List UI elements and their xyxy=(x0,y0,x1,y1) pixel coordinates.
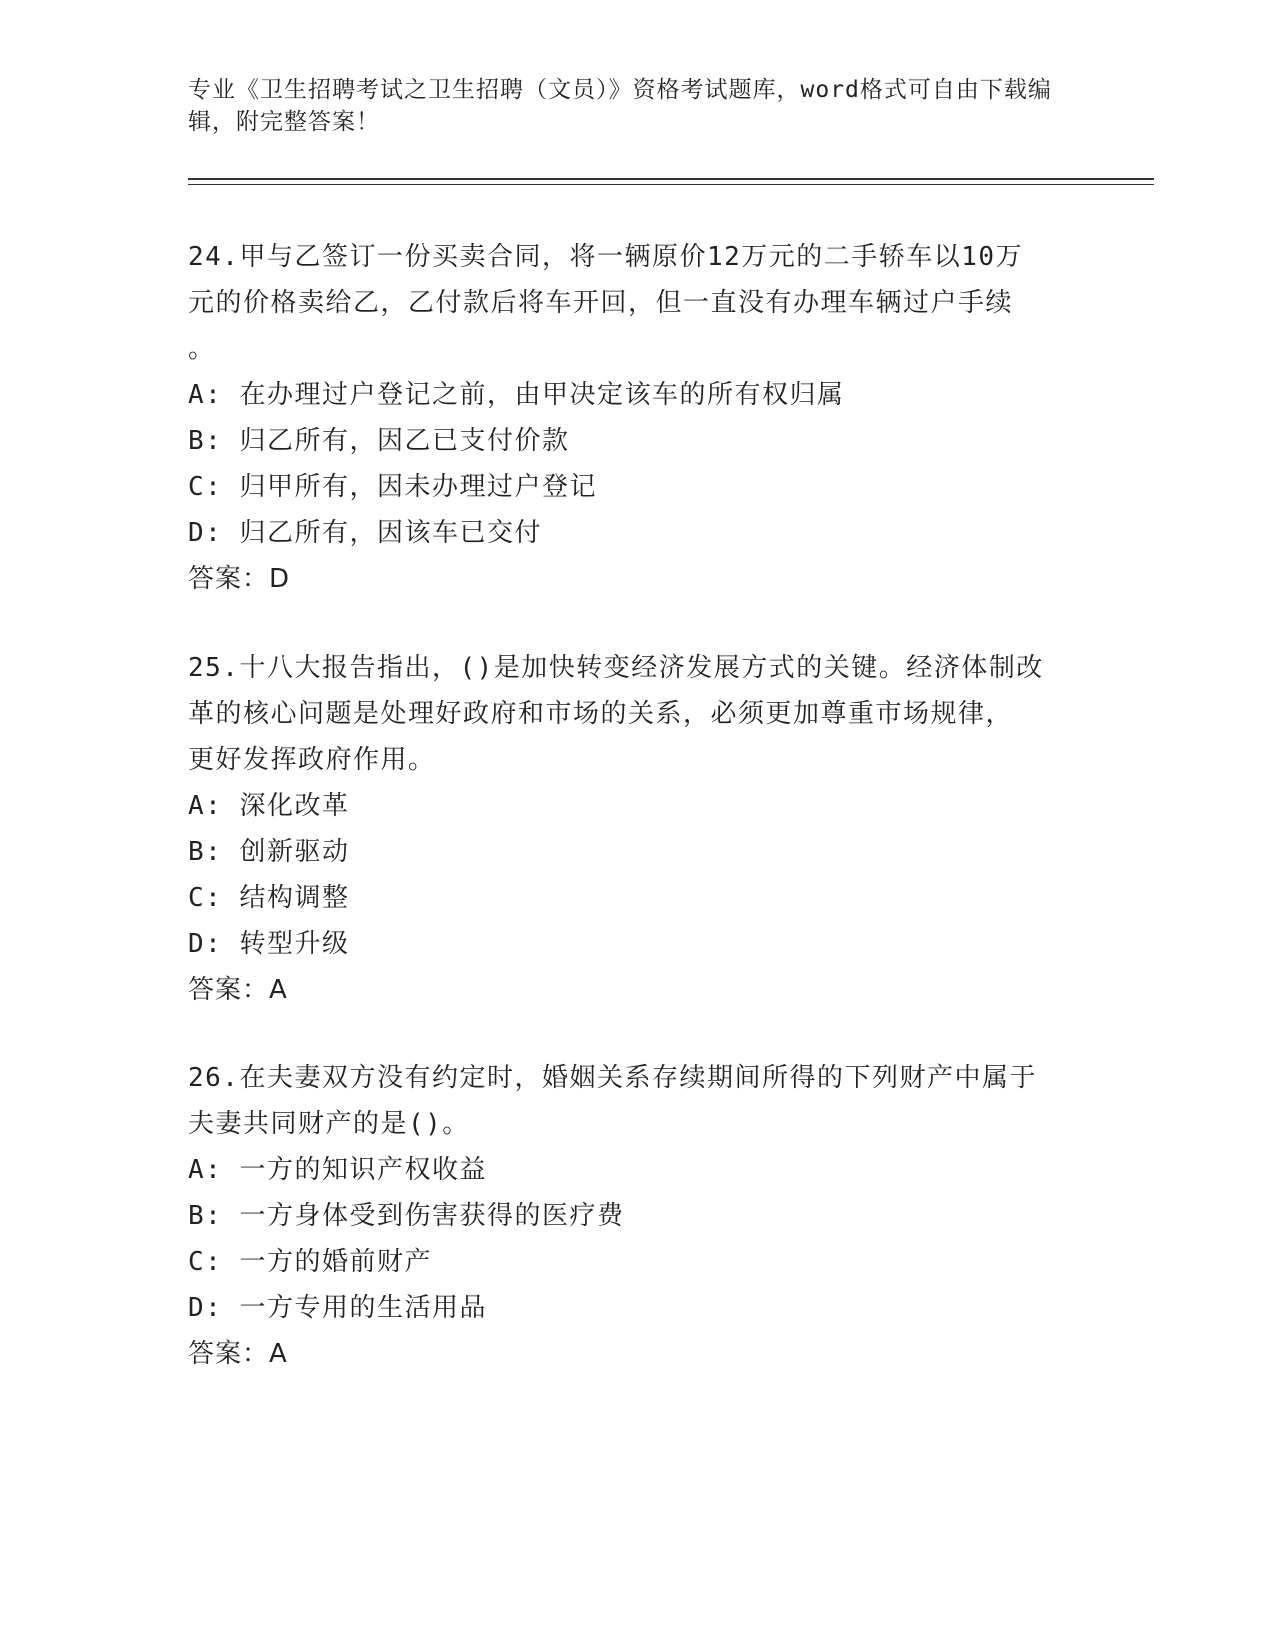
option-c: C: 结构调整 xyxy=(188,883,350,913)
option-d: D: 转型升级 xyxy=(188,929,350,959)
option-c: C: 一方的婚前财产 xyxy=(188,1247,432,1277)
option-a: A: 一方的知识产权收益 xyxy=(188,1155,487,1185)
question-stem-line: 更好发挥政府作用。 xyxy=(188,745,436,775)
question-stem-line: 24.甲与乙签订一份买卖合同，将一辆原价12万元的二手轿车以10万 xyxy=(188,242,1024,272)
option-a: A: 深化改革 xyxy=(188,791,350,821)
document-header: 专业《卫生招聘考试之卫生招聘（文员）》资格考试题库，word格式可自由下载编辑，附完整答案！ xyxy=(188,77,1052,135)
question-stem-line: 。 xyxy=(188,334,216,364)
answer: 答案：A xyxy=(188,1339,288,1369)
answer: 答案：A xyxy=(188,975,288,1005)
question-stem-line: 夫妻共同财产的是()。 xyxy=(188,1109,470,1139)
option-b: B: 一方身体受到伤害获得的医疗费 xyxy=(188,1201,625,1231)
header-divider-thick xyxy=(188,178,1154,180)
option-d: D: 归乙所有，因该车已交付 xyxy=(188,518,542,548)
question-stem-line: 元的价格卖给乙，乙付款后将车开回，但一直没有办理车辆过户手续 xyxy=(188,288,1014,318)
question-stem-line: 革的核心问题是处理好政府和市场的关系，必须更加尊重市场规律， xyxy=(188,699,1014,729)
answer: 答案：D xyxy=(188,564,291,594)
option-b: B: 创新驱动 xyxy=(188,837,350,867)
option-c: C: 归甲所有，因未办理过户登记 xyxy=(188,472,597,502)
header-divider-thin xyxy=(188,184,1154,185)
option-d: D: 一方专用的生活用品 xyxy=(188,1293,487,1323)
option-b: B: 归乙所有，因乙已支付价款 xyxy=(188,426,570,456)
question-25 xyxy=(188,645,1088,1013)
question-26 xyxy=(188,1055,1088,1377)
question-stem-line: 26.在夫妻双方没有约定时，婚姻关系存续期间所得的下列财产中属于 xyxy=(188,1063,1037,1093)
option-a: A: 在办理过户登记之前，由甲决定该车的所有权归属 xyxy=(188,380,845,410)
question-stem-line: 25.十八大报告指出，()是加快转变经济发展方式的关键。经济体制改 xyxy=(188,653,1044,683)
question-24 xyxy=(188,234,1088,602)
